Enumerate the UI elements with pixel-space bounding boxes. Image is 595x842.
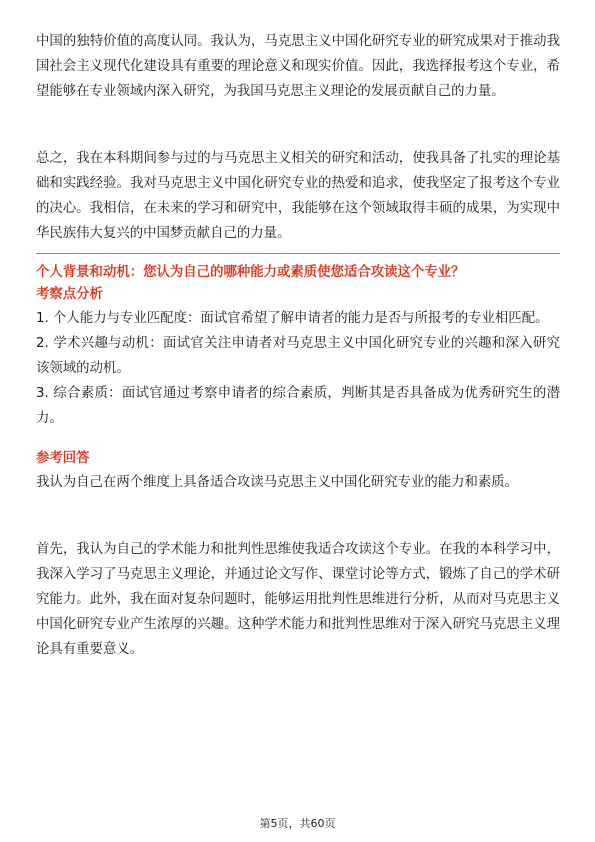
paragraph-spacer (36, 104, 560, 146)
section-divider (36, 253, 560, 254)
analysis-title: 考察点分析 (36, 287, 103, 302)
page-number-footer: 第5页，共60页 (259, 817, 336, 830)
section-spacer (36, 431, 560, 448)
reference-paragraph-2: 首先，我认为自己的学术能力和批判性思维使我适合攻读这个专业。在我的本科学习中，我深入学习了马克思主义理论，并通过论文写作、课堂讨论等方式，锻炼了自己的学术研究能力。此外，我在面对复杂问题时，能够运用批判性思维进行分析，从而对马克思主义中国化研究专业产生浓厚的兴趣。这种学术能力和批判性思维对于深入研究马克思主义理论具有重要意义。 (36, 542, 560, 657)
intro-paragraph-2: 总之，我在本科期间参与过的与马克思主义相关的研究和活动，使我具备了扎实的理论基础和实践经验。我对马克思主义中国化研究专业的热爱和追求，使我坚定了报考这个专业的决心。我相信，在未来的学习和研究中，我能够在这个领域取得丰硕的成果，为实现中华民族伟大复兴的中国梦贡献自己的力量。 (36, 151, 560, 241)
interview-question: 个人背景和动机：您认为自己的哪种能力或素质使您适合攻读这个专业？ (36, 265, 465, 280)
analysis-item-3: 3. 综合素质：面试官通过考察申请者的综合素质，判断其是否具备成为优秀研究生的潜力。 (36, 386, 560, 426)
analysis-item-2: 2. 学术兴趣与动机：面试官关注申请者对马克思主义中国化研究专业的兴趣和深入研究该领域的动机。 (36, 336, 560, 376)
reference-title: 参考回答 (36, 451, 90, 466)
analysis-item-1: 1. 个人能力与专业匹配度：面试官希望了解申请者的能力是否与所报考的专业相匹配。 (36, 311, 549, 326)
page-content (36, 29, 560, 662)
intro-paragraph-1: 中国的独特价值的高度认同。我认为，马克思主义中国化研究专业的研究成果对于推动我国社会主义现代化建设具有重要的理论意义和现实价值。因此，我选择报考这个专业，希望能够在专业领域内深入研究，为我国马克思主义理论的发展贡献自己的力量。 (36, 34, 560, 99)
paragraph-spacer (36, 495, 560, 537)
reference-paragraph-1: 我认为自己在两个维度上具备适合攻读马克思主义中国化研究专业的能力和素质。 (36, 475, 519, 490)
